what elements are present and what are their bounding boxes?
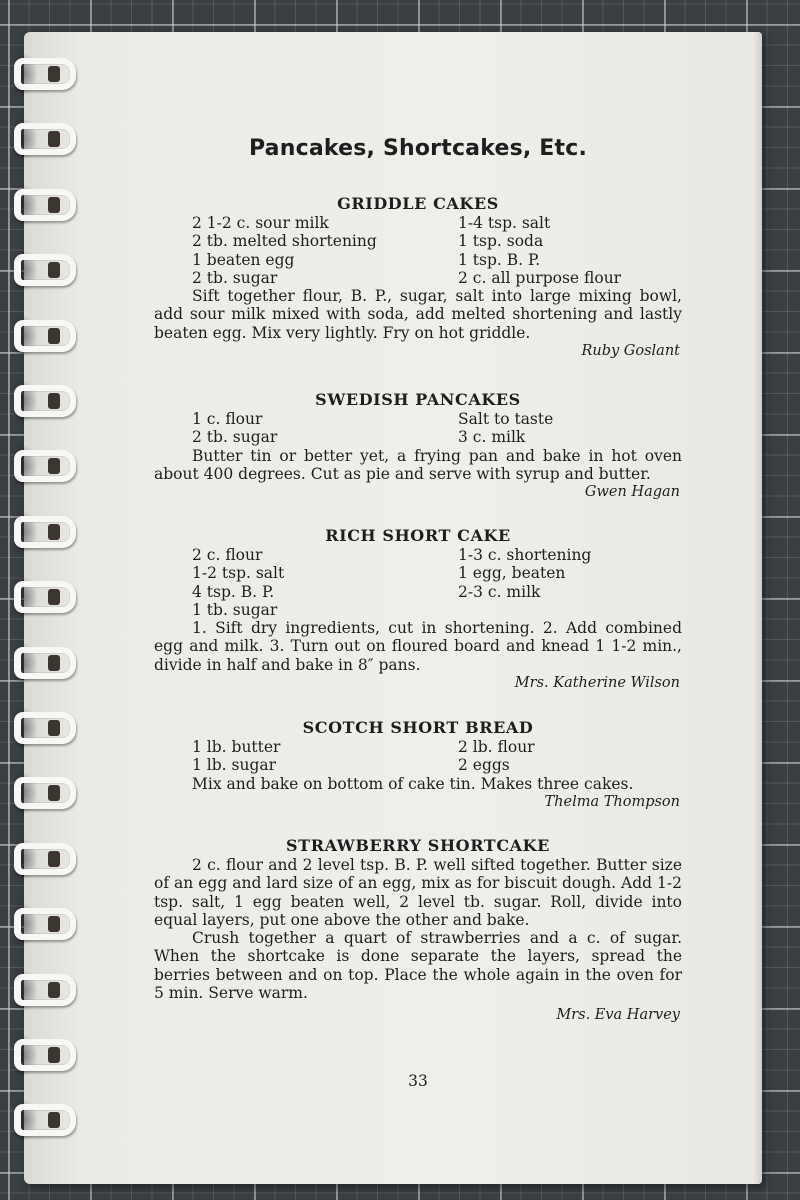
recipe-author: Gwen Hagan [584, 484, 680, 501]
ingredient: 2 tb. sugar [192, 268, 278, 287]
recipe-directions: 2 c. flour and 2 level tsp. B. P. well sifted together. Butter size of an egg and lard size of an egg, mix as for biscuit dough. Add 1-2 tsp. salt, 1 egg beaten well, 2 level tb. sugar. Roll, divide into equal layers, put one above the other and bake. [154, 856, 682, 929]
ingredient-list [154, 738, 682, 775]
page-content [154, 32, 682, 1184]
ingredient: 1 lb. butter [192, 738, 281, 756]
recipe-author: Ruby Goslant [581, 343, 680, 360]
binding-coil [14, 117, 78, 161]
ingredient: 1 beaten egg [192, 250, 295, 269]
ingredient [458, 601, 720, 619]
coil-ring [14, 58, 76, 90]
recipe-author: Mrs. Eva Harvey [556, 1007, 680, 1024]
ingredient-list [154, 546, 682, 619]
binding-coil [14, 183, 78, 227]
ingredient: 1 lb. sugar [192, 756, 277, 775]
binding-coil [14, 771, 78, 815]
recipe-title: GRIDDLE CAKES [337, 194, 499, 213]
recipe-swedish-pancakes [154, 390, 682, 501]
binding-coil [14, 706, 78, 750]
ingredient: 2 tb. melted shortening [192, 232, 377, 251]
coil-ring [14, 777, 76, 809]
coil-ring [14, 647, 76, 679]
coil-ring [14, 516, 76, 548]
binding-coil [14, 641, 78, 685]
coil-ring [14, 581, 76, 613]
coil-ring [14, 712, 76, 744]
ingredient: 1 tsp. soda [458, 232, 544, 251]
ingredient-list [154, 410, 682, 447]
recipe-strawberry-shortcake [154, 836, 682, 1025]
ingredient: 2 c. all purpose flour [458, 268, 622, 287]
coil-ring [14, 974, 76, 1006]
recipe-title: STRAWBERRY SHORTCAKE [286, 836, 550, 855]
recipe-griddle-cakes [154, 194, 682, 360]
ingredient: 1-4 tsp. salt [458, 214, 551, 232]
coil-ring [14, 908, 76, 940]
binding-coil [14, 902, 78, 946]
recipe-title: RICH SHORT CAKE [325, 526, 511, 545]
ingredient: 2 c. flour [192, 546, 263, 564]
recipe-title: SWEDISH PANCAKES [315, 390, 521, 409]
ingredient: 1 tsp. B. P. [458, 250, 541, 269]
ingredient: 1-3 c. shortening [458, 546, 592, 564]
binding-coil [14, 1033, 78, 1077]
ingredient: Salt to taste [458, 410, 554, 428]
coil-ring [14, 843, 76, 875]
coil-ring [14, 1104, 76, 1136]
recipe-directions: Butter tin or better yet, a frying pan and bake in hot oven about 400 degrees. Cut as pie and serve with syrup and butter. [154, 446, 682, 483]
ingredient: 1 c. flour [192, 410, 263, 428]
ingredient: 1 tb. sugar [192, 600, 278, 619]
coil-ring [14, 1039, 76, 1071]
ingredient: 4 tsp. B. P. [192, 582, 275, 601]
recipe-directions: Sift together flour, B. P., sugar, salt into large mixing bowl, add sour milk mixed with soda, add melted shortening and lastly beaten egg. Mix very lightly. Fry on hot griddle. [154, 287, 682, 342]
recipe-directions: 1. Sift dry ingredients, cut in shortening. 2. Add combined egg and milk. 3. Turn out on floured board and knead 1 1-2 min., divide in half and bake in 8″ pans. [154, 619, 682, 674]
chapter-title: Pancakes, Shortcakes, Etc. [248, 136, 588, 161]
binding-coil [14, 837, 78, 881]
binding-coil [14, 575, 78, 619]
recipe-title: SCOTCH SHORT BREAD [302, 718, 534, 737]
recipe-directions: Mix and bake on bottom of cake tin. Makes three cakes. [192, 774, 634, 793]
binding-coil [14, 248, 78, 292]
cookbook-page [24, 32, 762, 1184]
ingredient: 2 eggs [458, 756, 510, 775]
recipe-author: Mrs. Katherine Wilson [514, 675, 680, 692]
binding-coil [14, 314, 78, 358]
coil-ring [14, 450, 76, 482]
ingredient-list [154, 214, 682, 287]
coil-ring [14, 254, 76, 286]
page-edge [754, 32, 762, 1184]
coil-ring [14, 123, 76, 155]
recipe-rich-short-cake [154, 526, 682, 692]
binding-coil [14, 968, 78, 1012]
recipe-scotch-short-bread [154, 718, 682, 811]
recipe-directions: Crush together a quart of strawberries and a c. of sugar. When the shortcake is done separate the layers, spread the berries between and on top. Place the whole again in the oven for 5 min. Serve warm. [154, 929, 682, 1003]
ingredient: 2 lb. flour [458, 738, 535, 756]
page-number: 33 [408, 1072, 428, 1090]
coil-ring [14, 320, 76, 352]
ingredient: 2 tb. sugar [192, 428, 278, 447]
binding-coil [14, 444, 78, 488]
recipe-author: Thelma Thompson [544, 793, 680, 810]
coil-ring [14, 385, 76, 417]
ingredient: 1 egg, beaten [458, 564, 566, 583]
binding-coil [14, 1098, 78, 1142]
ingredient: 2-3 c. milk [458, 582, 541, 601]
ingredient: 3 c. milk [458, 428, 526, 447]
ingredient: 2 1-2 c. sour milk [192, 214, 329, 232]
ingredient: 1-2 tsp. salt [192, 564, 285, 583]
coil-ring [14, 189, 76, 221]
binding-coil [14, 510, 78, 554]
binding-coil [14, 379, 78, 423]
binding-coil [14, 52, 78, 96]
